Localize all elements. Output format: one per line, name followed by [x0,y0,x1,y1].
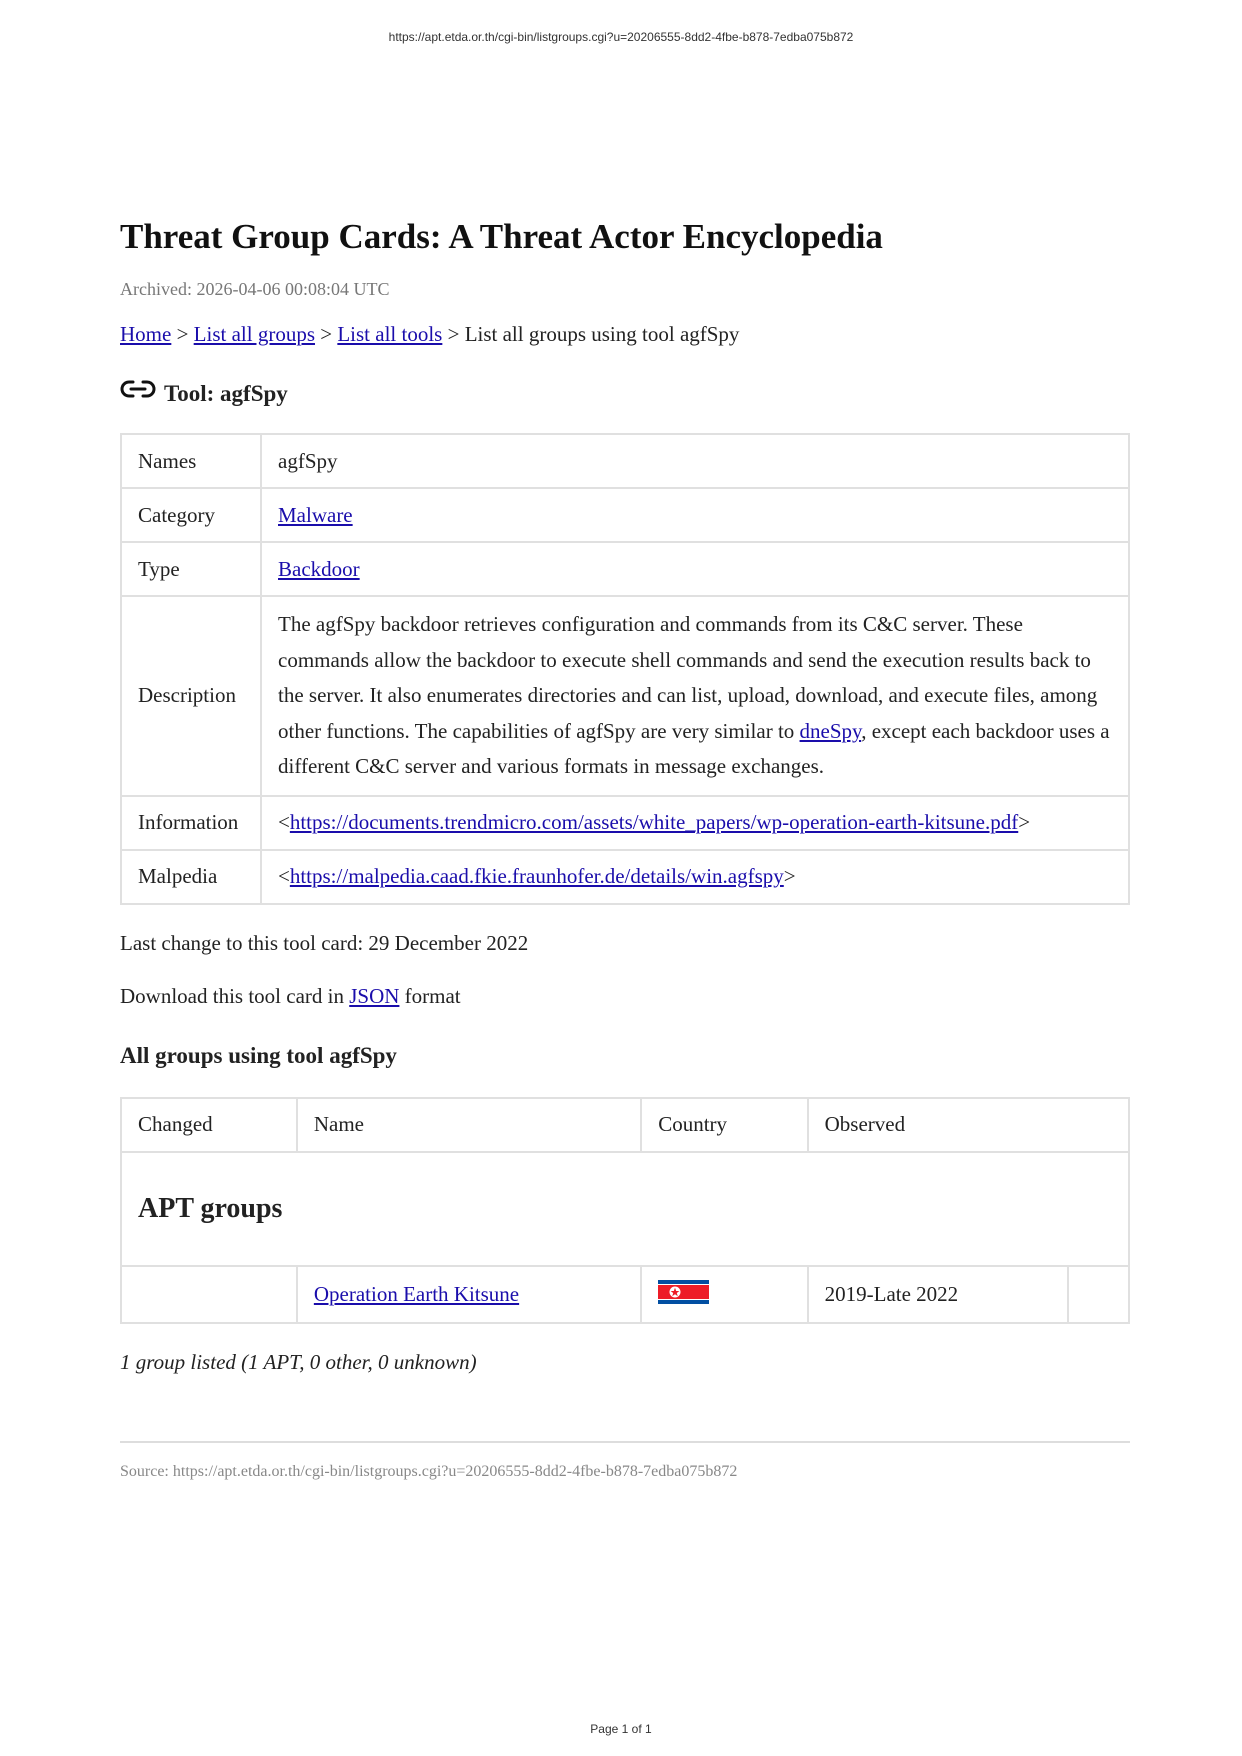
link-icon[interactable] [120,379,156,399]
info-label: Names [121,434,261,488]
breadcrumb-separator: > [442,322,465,346]
north-korea-flag-icon [658,1280,709,1304]
info-label: Description [121,596,261,796]
changed-cell [121,1266,297,1323]
name-cell [297,1266,641,1323]
info-value [261,488,1129,542]
breadcrumb-current: List all groups using tool agfSpy [464,322,740,346]
type-link[interactable]: Backdoor [278,556,360,581]
bracket: < [278,810,290,834]
section-row [121,1152,1129,1266]
info-row-information [121,796,1129,850]
description-text [261,596,1129,796]
info-value [261,850,1129,904]
info-value [261,542,1129,596]
category-link[interactable]: Malware [278,502,353,527]
breadcrumb-list-groups-link[interactable]: List all groups [193,322,315,346]
info-label: Information [121,796,261,850]
breadcrumb-home-link[interactable]: Home [120,322,172,346]
section-title: APT groups [121,1152,1129,1266]
download-text [120,984,1130,1009]
breadcrumb-list-tools-link[interactable]: List all tools [337,322,443,346]
breadcrumb-separator: > [315,322,338,346]
breadcrumb-separator: > [171,322,194,346]
main-content [120,215,1130,1481]
column-header[interactable]: Changed [121,1098,297,1152]
table-row [121,1266,1129,1323]
tool-info-table [120,433,1130,905]
info-row-names [121,434,1129,488]
info-label: Malpedia [121,850,261,904]
info-label: Category [121,488,261,542]
info-label: Type [121,542,261,596]
observed-cell: 2019-Late 2022 [808,1266,1069,1323]
info-row-description [121,596,1129,796]
groups-table-header [121,1098,1129,1152]
page-number: Page 1 of 1 [590,1722,652,1736]
group-link[interactable]: Operation Earth Kitsune [313,1281,520,1306]
information-link[interactable]: https://documents.trendmicro.com/assets/white_papers/wp-operation-earth-kitsune.pdf [289,810,1019,834]
json-download-link[interactable]: JSON [349,983,400,1008]
divider [120,1441,1130,1443]
groups-table [120,1097,1130,1324]
breadcrumb [120,322,1130,347]
column-header[interactable]: Country [641,1098,807,1152]
info-value [261,796,1129,850]
info-value: agfSpy [261,434,1129,488]
extra-cell [1068,1266,1129,1323]
groups-summary: 1 group listed (1 APT, 0 other, 0 unknown) [120,1349,477,1374]
bracket: > [1018,810,1031,834]
info-row-malpedia [121,850,1129,904]
archived-timestamp: Archived: 2026-04-06 00:08:04 UTC [120,279,390,299]
download-before: Download this tool card in [120,983,350,1008]
bracket: > [783,864,796,888]
malpedia-link[interactable]: https://malpedia.caad.fkie.fraunhofer.de/details/win.agfspy [289,864,784,888]
description-part: The agfSpy backdoor retrieves configuration and commands from its C&C server. These commands allow the backdoor to execute shell commands and send the execution results back to the server. It also enumerates directories and can list, upload, download, and execute files, among other functions. The capabilities of agfSpy are very similar to [278,612,1098,743]
tool-heading-text: Tool: agfSpy [164,381,288,406]
info-row-type [121,542,1129,596]
page-title: Threat Group Cards: A Threat Actor Encyclopedia [120,217,883,256]
country-cell [641,1266,807,1323]
column-header[interactable]: Observed [808,1098,1129,1152]
info-row-category [121,488,1129,542]
print-header-url: https://apt.etda.or.th/cgi-bin/listgroups.cgi?u=20206555-8dd2-4fbe-b878-7edba075b872 [388,30,854,44]
download-after: format [399,983,461,1008]
column-header[interactable]: Name [297,1098,641,1152]
description-part: , except each backdoor uses a different C&C server and various formats in message exchanges. [278,718,1110,778]
bracket: < [278,864,290,888]
dnespy-link[interactable]: dneSpy [799,718,862,743]
tool-heading [120,379,1130,407]
last-change-text: Last change to this tool card: 29 December 2022 [120,930,529,955]
groups-heading: All groups using tool agfSpy [120,1042,397,1068]
source-url: Source: https://apt.etda.or.th/cgi-bin/listgroups.cgi?u=20206555-8dd2-4fbe-b878-7edba075b872 [120,1462,738,1480]
